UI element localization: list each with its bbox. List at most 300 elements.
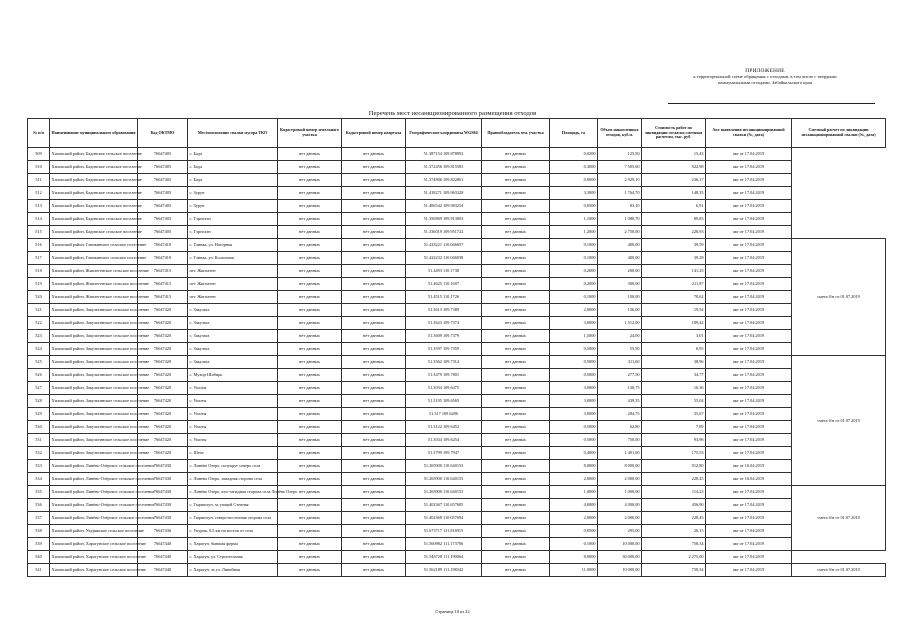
cleanup-cost-cell: 228,45 (642, 512, 706, 525)
oktmo-code-cell: 76647405 (138, 226, 188, 239)
detection-act-cell: акт от 17.04.2019 (706, 330, 792, 343)
oktmo-code-cell: 76647420 (138, 369, 188, 382)
area-cell: 1,1000 (550, 213, 598, 226)
land-owner-cell: нет данных (482, 148, 550, 161)
oktmo-code-cell: 76647420 (138, 317, 188, 330)
area-cell: 0,1000 (550, 538, 598, 551)
cleanup-cost-cell: 39,28 (642, 252, 706, 265)
municipality-cell: Хилокский район, Харагунское сельское поселение (50, 564, 138, 577)
cadastral-number-cell: нет данных (278, 213, 342, 226)
cadastral-quarter-cell: нет данных (342, 161, 406, 174)
area-cell: 8,0000 (550, 551, 598, 564)
land-owner-cell: нет данных (482, 473, 550, 486)
cleanup-cost-cell: 228,45 (642, 473, 706, 486)
cleanup-cost-cell: 93,96 (642, 434, 706, 447)
table-row (28, 382, 886, 395)
detection-act-cell: акт от 17.04.2019 (706, 564, 792, 577)
dump-location-cell: с. Закульта (188, 343, 278, 356)
coordinates-cell: 51.3562 109.7314 (406, 356, 482, 369)
waste-volume-cell: 400,00 (598, 239, 642, 252)
cadastral-number-cell: нет данных (278, 473, 342, 486)
table-row (28, 187, 886, 200)
cleanup-cost-cell: 7,89 (642, 421, 706, 434)
waste-volume-cell: 2 929,10 (598, 174, 642, 187)
cleanup-cost-cell: 175,53 (642, 447, 706, 460)
municipality-cell: Хилокский район, Харагунское сельское поселение (50, 551, 138, 564)
dump-location-cell: с. Закульта (188, 317, 278, 330)
oktmo-code-cell: 76647430 (138, 512, 188, 525)
cadastral-number-cell: нет данных (278, 174, 342, 187)
table-row (28, 486, 886, 499)
area-cell: 3,0000 (550, 408, 598, 421)
row-number-cell: 529 (28, 408, 50, 421)
waste-volume-cell: 24,00 (598, 330, 642, 343)
area-cell: 0,4000 (550, 447, 598, 460)
oktmo-code-cell: 76647405 (138, 148, 188, 161)
dump-location-cell: с. Зурун (188, 200, 278, 213)
detection-act-cell: акт от 17.04.2019 (706, 291, 792, 304)
coordinates-cell: 51.317 109.6496 (406, 408, 482, 421)
row-number-cell: 523 (28, 330, 50, 343)
row-number-cell: 540 (28, 551, 50, 564)
estimate-cell: смета б/н от 01.07.2019 (792, 564, 886, 577)
cadastral-quarter-cell: нет данных (342, 408, 406, 421)
signature-line (668, 103, 875, 104)
detection-act-cell: акт от 17.04.2019 (706, 161, 792, 174)
detection-act-cell: акт от 17.04.2019 (706, 317, 792, 330)
table-row (28, 408, 886, 421)
column-header: Наименование муниципального образования (50, 119, 138, 148)
municipality-cell: Хилокский район, Бадинское сельское поселение (50, 213, 138, 226)
cadastral-quarter-cell: нет данных (342, 356, 406, 369)
table-row (28, 317, 886, 330)
cadastral-number-cell: нет данных (278, 512, 342, 525)
table-row (28, 252, 886, 265)
cadastral-quarter-cell: нет данных (342, 499, 406, 512)
municipality-cell: Хилокский район, Линёво-Озёрское сельское поселение (50, 512, 138, 525)
cadastral-number-cell: нет данных (278, 551, 342, 564)
oktmo-code-cell: 76647420 (138, 408, 188, 421)
waste-volume-cell: 156,00 (598, 304, 642, 317)
detection-act-cell: акт от 17.04.2019 (706, 265, 792, 278)
municipality-cell: Хилокский район, Закультинское сельское поселение (50, 408, 138, 421)
coordinates-cell: 51.372456 109.815585 (406, 161, 482, 174)
row-number-cell: 537 (28, 512, 50, 525)
oktmo-code-cell: 76647410 (138, 239, 188, 252)
area-cell: 8,0000 (550, 460, 598, 473)
table-row (28, 278, 886, 291)
waste-volume-cell: 2 000,00 (598, 473, 642, 486)
land-owner-cell: нет данных (482, 486, 550, 499)
detection-act-cell: акт от 16.04.2019 (706, 473, 792, 486)
table-row (28, 174, 886, 187)
municipality-cell: Хилокский район, Бадинское сельское поселение (50, 200, 138, 213)
cleanup-cost-cell: 6,91 (642, 200, 706, 213)
detection-act-cell: акт от 17.04.2019 (706, 408, 792, 421)
municipality-cell: Хилокский район, Закультинское сельское поселение (50, 304, 138, 317)
cleanup-cost-cell: 226,93 (642, 226, 706, 239)
dump-location-cell: пгт. Жипхеген (188, 278, 278, 291)
table-row (28, 395, 886, 408)
municipality-cell: Хилокский район, Бадинское сельское поселение (50, 187, 138, 200)
waste-volume-cell: 439,35 (598, 395, 642, 408)
table-row (28, 343, 886, 356)
land-owner-cell: нет данных (482, 447, 550, 460)
row-number-cell: 530 (28, 421, 50, 434)
oktmo-code-cell: 76647430 (138, 486, 188, 499)
cleanup-cost-cell: 39,59 (642, 239, 706, 252)
municipality-cell: Хилокский район, Закультинское сельское поселение (50, 447, 138, 460)
row-number-cell: 514 (28, 213, 50, 226)
municipality-cell: Хилокский район, Линёво-Озёрское сельское поселение (50, 460, 138, 473)
dump-location-cell: с. Ушоты (188, 421, 278, 434)
appendix-line: коммунальными отходами, Забайкальского края (718, 80, 812, 85)
municipality-cell: Хилокский район, Закультинское сельское поселение (50, 369, 138, 382)
area-cell: 0,5000 (550, 434, 598, 447)
municipality-cell: Хилокский район, Бадинское сельское поселение (50, 226, 138, 239)
dump-location-cell: с. Тэрепхэн (188, 226, 278, 239)
detection-act-cell: акт от 17.04.2019 (706, 356, 792, 369)
cleanup-cost-cell: 15,43 (642, 148, 706, 161)
row-number-cell: 518 (28, 265, 50, 278)
column-header: Стоимость работ по ликвидации согласно сметным расчетам, тыс. руб. (642, 119, 706, 148)
waste-volume-cell: 7 505,60 (598, 161, 642, 174)
column-header: Кадастровый номер квартала (342, 119, 406, 148)
land-owner-cell: нет данных (482, 421, 550, 434)
waste-volume-cell: 2 000,00 (598, 512, 642, 525)
coordinates-cell: 51.265900 110.640153 (406, 486, 482, 499)
cadastral-number-cell: нет данных (278, 356, 342, 369)
waste-volume-cell: 1 000,00 (598, 486, 642, 499)
coordinates-cell: 51.406542 109.983254 (406, 200, 482, 213)
land-owner-cell: нет данных (482, 408, 550, 421)
oktmo-code-cell: 76647420 (138, 304, 188, 317)
land-owner-cell: нет данных (482, 317, 550, 330)
waste-volume-cell: 100,00 (598, 291, 642, 304)
waste-volume-cell: 10 000,00 (598, 564, 642, 577)
dump-location-cell: с. Харагун, за ул. Линейная (188, 564, 278, 577)
cleanup-cost-cell: 114,23 (642, 486, 706, 499)
area-cell: 0,1000 (550, 252, 598, 265)
dump-location-cell: с. Ушоты (188, 434, 278, 447)
area-cell: 0,1000 (550, 239, 598, 252)
table-row (28, 148, 886, 161)
table-row (28, 447, 886, 460)
estimate-cell: смета б/н от 01.07.2019 (792, 356, 886, 486)
area-cell: 11,0000 (550, 564, 598, 577)
area-cell: 0,3000 (550, 161, 598, 174)
area-cell: 3,3000 (550, 187, 598, 200)
row-number-cell: 510 (28, 161, 50, 174)
estimate-cell: смета б/н от 01.07.2019 (792, 486, 886, 551)
row-number-cell: 536 (28, 499, 50, 512)
area-cell: 3,0000 (550, 395, 598, 408)
cadastral-number-cell: нет данных (278, 330, 342, 343)
cleanup-cost-cell: 922,98 (642, 161, 706, 174)
table-row (28, 291, 886, 304)
row-number-cell: 520 (28, 291, 50, 304)
detection-act-cell: акт от 17.04.2019 (706, 499, 792, 512)
cleanup-cost-cell: 3,01 (642, 330, 706, 343)
oktmo-code-cell: 76647420 (138, 434, 188, 447)
waste-volume-cell: 2 750,00 (598, 226, 642, 239)
dump-location-cell: с. Ушоты (188, 408, 278, 421)
area-cell: 0,9000 (550, 174, 598, 187)
dump-location-cell: с. Гыршелун, за улицей Степная (188, 499, 278, 512)
cadastral-quarter-cell: нет данных (342, 213, 406, 226)
cadastral-quarter-cell: нет данных (342, 564, 406, 577)
coordinates-cell: 51.3597 109.7359 (406, 343, 482, 356)
column-header: Объем накопленных отходов, куб.м. (598, 119, 642, 148)
municipality-cell: Хилокский район, Бадинское сельское поселение (50, 148, 138, 161)
cadastral-quarter-cell: нет данных (342, 421, 406, 434)
table-row (28, 356, 886, 369)
row-number-cell: 532 (28, 447, 50, 460)
municipality-cell: Хилокский район, Линёво-Озёрское сельское поселение (50, 473, 138, 486)
oktmo-code-cell: 76647436 (138, 525, 188, 538)
waste-volume-cell: 10 000,00 (598, 538, 642, 551)
cadastral-quarter-cell: нет данных (342, 278, 406, 291)
dump-location-cell: пгт. Жипхеген (188, 265, 278, 278)
table-row (28, 512, 886, 525)
oktmo-code-cell: 76647430 (138, 460, 188, 473)
cadastral-quarter-cell: нет данных (342, 447, 406, 460)
dump-location-cell: с. Ушоты (188, 382, 278, 395)
area-cell: 3,0000 (550, 382, 598, 395)
municipality-cell: Хилокский район, Закультинское сельское поселение (50, 421, 138, 434)
coordinates-cell: 51.423221 110.046657 (406, 239, 482, 252)
detection-act-cell: акт от 17.04.2019 (706, 304, 792, 317)
page-footer: Страница 18 из 22 (435, 609, 470, 614)
waste-volume-cell: 1 080,70 (598, 213, 642, 226)
row-number-cell: 525 (28, 356, 50, 369)
waste-volume-cell: 1 512,00 (598, 317, 642, 330)
coordinates-cell: 51.3799 109.7947 (406, 447, 482, 460)
oktmo-code-cell: 76647420 (138, 343, 188, 356)
detection-act-cell: акт от 17.04.2019 (706, 252, 792, 265)
dump-location-cell: с. Тэрепхэн (188, 213, 278, 226)
detection-act-cell: акт от 17.04.2019 (706, 239, 792, 252)
land-owner-cell: нет данных (482, 460, 550, 473)
land-owner-cell: нет данных (482, 187, 550, 200)
waste-volume-cell: 200,00 (598, 265, 642, 278)
detection-act-cell: акт от 17.04.2019 (706, 434, 792, 447)
waste-volume-cell: 8 000,00 (598, 460, 642, 473)
coordinates-cell: 51.3609 109.7379 (406, 330, 482, 343)
dump-location-cell: с. Харагун, ул. Строительная (188, 551, 278, 564)
municipality-cell: Хилокский район, Закультинское сельское поселение (50, 382, 138, 395)
area-cell: 2,0000 (550, 512, 598, 525)
row-number-cell: 519 (28, 278, 50, 291)
detection-act-cell: акт от 17.04.2019 (706, 525, 792, 538)
detection-act-cell: акт от 17.04.2019 (706, 148, 792, 161)
detection-act-cell: акт от 17.04.2019 (706, 447, 792, 460)
municipality-cell: Хилокский район, Жипхегенское сельское поселение (50, 265, 138, 278)
land-owner-cell: нет данных (482, 356, 550, 369)
area-cell: 1,2000 (550, 226, 598, 239)
land-owner-cell: нет данных (482, 395, 550, 408)
row-number-cell: 517 (28, 252, 50, 265)
municipality-cell: Хилокский район, Закультинское сельское поселение (50, 356, 138, 369)
cadastral-quarter-cell: нет данных (342, 330, 406, 343)
municipality-cell: Хилокский район, Закультинское сельское поселение (50, 395, 138, 408)
cadastral-number-cell: нет данных (278, 265, 342, 278)
row-number-cell: 515 (28, 226, 50, 239)
waste-volume-cell: 55,50 (598, 343, 642, 356)
table-row (28, 538, 886, 551)
land-owner-cell: нет данных (482, 213, 550, 226)
row-number-cell: 512 (28, 187, 50, 200)
cadastral-number-cell: нет данных (278, 434, 342, 447)
area-cell: 0,5000 (550, 421, 598, 434)
cadastral-number-cell: нет данных (278, 148, 342, 161)
detection-act-cell: акт от 17.04.2019 (706, 213, 792, 226)
area-cell: 2,0000 (550, 473, 598, 486)
table-row (28, 369, 886, 382)
oktmo-code-cell: 76647405 (138, 200, 188, 213)
cadastral-number-cell: нет данных (278, 317, 342, 330)
coordinates-cell: 51.3479 109.7801 (406, 369, 482, 382)
cadastral-number-cell: нет данных (278, 226, 342, 239)
detection-act-cell: акт от 17.04.2019 (706, 421, 792, 434)
land-owner-cell: нет данных (482, 369, 550, 382)
municipality-cell: Хилокский район, Закультинское сельское поселение (50, 343, 138, 356)
area-cell: 0,0500 (550, 525, 598, 538)
waste-volume-cell: 300,00 (598, 278, 642, 291)
waste-volume-cell: 4 000,00 (598, 499, 642, 512)
detection-act-cell: акт от 17.04.2019 (706, 369, 792, 382)
cleanup-cost-cell: 6,95 (642, 343, 706, 356)
row-number-cell: 513 (28, 200, 50, 213)
detection-act-cell: акт от 17.04.2019 (706, 512, 792, 525)
land-owner-cell: нет данных (482, 200, 550, 213)
row-number-cell: 534 (28, 473, 50, 486)
cadastral-quarter-cell: нет данных (342, 382, 406, 395)
cleanup-cost-cell: 26,15 (642, 525, 706, 538)
cadastral-number-cell: нет данных (278, 343, 342, 356)
coordinates-cell: 51.4493 110.1738 (406, 265, 482, 278)
detection-act-cell: акт от 17.04.2019 (706, 187, 792, 200)
oktmo-code-cell: 76647420 (138, 330, 188, 343)
cadastral-number-cell: нет данных (278, 447, 342, 460)
dump-location-cell: с. Закульта (188, 304, 278, 317)
municipality-cell: Хилокский район, Бадинское сельское поселение (50, 174, 138, 187)
waste-volume-cell: 750,00 (598, 434, 642, 447)
cadastral-quarter-cell: нет данных (342, 174, 406, 187)
row-number-cell: 511 (28, 174, 50, 187)
waste-volume-cell: 30 000,00 (598, 551, 642, 564)
cadastral-number-cell: нет данных (278, 161, 342, 174)
land-owner-cell: нет данных (482, 434, 550, 447)
land-owner-cell: нет данных (482, 382, 550, 395)
column-header: Географические координаты WGS84 (406, 119, 482, 148)
detection-act-cell: акт от 17.04.2019 (706, 174, 792, 187)
dump-location-cell: с. Укурик, 0,5 км на восток от села (188, 525, 278, 538)
oktmo-code-cell: 76647420 (138, 421, 188, 434)
municipality-cell: Хилокский район, Глинкинское сельское поселение (50, 239, 138, 252)
dump-location-cell: с. Линёво Озеро, юго-западная сторона села Линёво Озеро (188, 486, 278, 499)
row-number-cell: 527 (28, 382, 50, 395)
column-header: Местоположение свалки мусора ТКО (188, 119, 278, 148)
coordinates-cell: 51.675717 111.816915 (406, 525, 482, 538)
coordinates-cell: 51.350869 109.913003 (406, 213, 482, 226)
coordinates-cell: 51.387154 109.878892 (406, 148, 482, 161)
column-header: Акт выявления несанкционированной свалки (№, дата) (706, 119, 792, 148)
oktmo-code-cell: 76647405 (138, 174, 188, 187)
table-row (28, 161, 886, 174)
oktmo-code-cell: 76647415 (138, 291, 188, 304)
dump-location-cell: с. Глинка, ул. Колхозная (188, 252, 278, 265)
dumps-table (27, 118, 886, 577)
dump-location-cell: с. Бада (188, 161, 278, 174)
area-cell: 0,5000 (550, 343, 598, 356)
detection-act-cell: акт от 16.04.2019 (706, 460, 792, 473)
cadastral-number-cell: нет данных (278, 291, 342, 304)
area-cell: 0,5000 (550, 356, 598, 369)
table-row (28, 499, 886, 512)
row-number-cell: 539 (28, 538, 50, 551)
cadastral-number-cell: нет данных (278, 304, 342, 317)
row-number-cell: 521 (28, 304, 50, 317)
land-owner-cell: нет данных (482, 278, 550, 291)
cleanup-cost-cell: 758,34 (642, 538, 706, 551)
dump-location-cell: с. Бада (188, 148, 278, 161)
dump-location-cell: с. Линёво Озеро, полукруг северо села (188, 460, 278, 473)
detection-act-cell: акт от 17.04.2019 (706, 486, 792, 499)
oktmo-code-cell: 76647440 (138, 564, 188, 577)
column-header: Кадастровый номер земельного участка (278, 119, 342, 148)
table-row (28, 460, 886, 473)
waste-volume-cell: 1 764,70 (598, 187, 642, 200)
appendix-block (640, 68, 890, 86)
cadastral-number-cell: нет данных (278, 382, 342, 395)
detection-act-cell: акт от 17.04.2019 (706, 551, 792, 564)
land-owner-cell: нет данных (482, 330, 550, 343)
land-owner-cell: нет данных (482, 161, 550, 174)
oktmo-code-cell: 76647405 (138, 161, 188, 174)
table-row (28, 421, 886, 434)
table-row (28, 239, 886, 252)
cadastral-number-cell: нет данных (278, 421, 342, 434)
table-row (28, 434, 886, 447)
cleanup-cost-cell: 19,54 (642, 304, 706, 317)
cadastral-number-cell: нет данных (278, 408, 342, 421)
area-cell: 4,0000 (550, 499, 598, 512)
row-number-cell: 526 (28, 369, 50, 382)
row-number-cell: 516 (28, 239, 50, 252)
cadastral-quarter-cell: нет данных (342, 369, 406, 382)
cleanup-cost-cell: 70,62 (642, 291, 706, 304)
oktmo-code-cell: 76647430 (138, 499, 188, 512)
table-row (28, 564, 886, 577)
appendix-line: к территориальной схеме обращения с отходами, в том числе с твердыми (693, 74, 837, 79)
coordinates-cell: 51.3034 109.6475 (406, 382, 482, 395)
cleanup-cost-cell: 189,42 (642, 317, 706, 330)
coordinates-cell: 51.3122 109.6452 (406, 421, 482, 434)
cadastral-number-cell: нет данных (278, 564, 342, 577)
detection-act-cell: акт от 17.04.2019 (706, 395, 792, 408)
municipality-cell: Хилокский район, Жипхегенское сельское поселение (50, 291, 138, 304)
column-header: Площадь, га (550, 119, 598, 148)
land-owner-cell: нет данных (482, 551, 550, 564)
waste-volume-cell: 1 401,60 (598, 447, 642, 460)
municipality-cell: Хилокский район, Бадинское сельское поселение (50, 161, 138, 174)
detection-act-cell: акт от 17.04.2019 (706, 278, 792, 291)
row-number-cell: 533 (28, 460, 50, 473)
cadastral-quarter-cell: нет данных (342, 226, 406, 239)
cleanup-cost-cell: 55,04 (642, 395, 706, 408)
area-cell: 0,1000 (550, 291, 598, 304)
